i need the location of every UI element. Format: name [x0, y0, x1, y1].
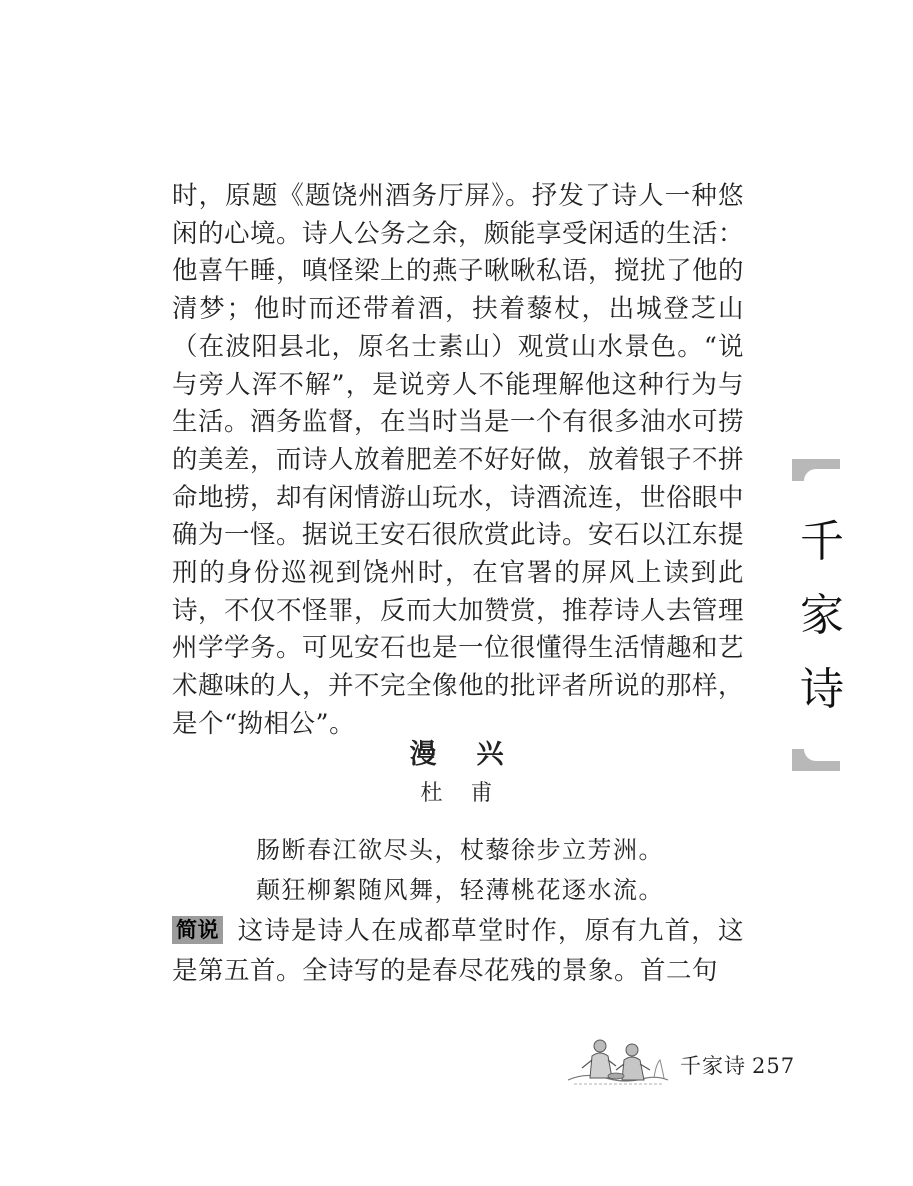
footer-book-title: 千家诗	[680, 1054, 746, 1078]
page-number: 257	[752, 1054, 796, 1078]
side-tab-bottom-bracket	[792, 749, 840, 771]
poem-author: 杜甫	[420, 781, 521, 806]
page-footer	[566, 1034, 806, 1088]
side-tab-char: 千	[800, 516, 844, 567]
side-tab-char: 家	[800, 590, 844, 641]
figures-illustration-icon	[566, 1034, 670, 1088]
poem-lines	[256, 830, 664, 910]
side-tab-top-bracket	[792, 459, 840, 481]
side-tab-char: 诗	[800, 664, 844, 715]
commentary-paragraph: 时，原题《题饶州酒务厅屏》。抒发了诗人一种悠闲的心境。诗人公务之余，颇能享受闲适的生活：他喜午睡，嗔怪梁上的燕子啾啾私语，搅扰了他的清梦；他时而还带着酒，扶着藜杖，出城登芝山（在波阳县北，原名士素山）观赏山水景色。“说与旁人浑不解”，是说旁人不能理解他这种行为与生活。酒务监督，在当时当是一个有很多油水可捞的美差，而诗人放着肥差不好好做，放着银子不拼命地捞，却有闲情游山玩水，诗酒流连，世俗眼中确为一怪。据说王安石很欣赏此诗。安石以江东提刑的身份巡视到饶州时，在官署的屏风上读到此诗，不仅不怪罪，反而大加赞赏，推荐诗人去管理州学学务。可见安石也是一位很懂得生活情趣和艺术趣味的人，并不完全像他的批评者所说的那样，是个“拗相公”。	[172, 181, 745, 739]
poem-title: 漫兴	[409, 739, 544, 770]
section-tag: 简说	[172, 916, 223, 944]
side-tab-title	[800, 505, 852, 727]
poem-line: 颠狂柳絮随风舞，轻薄桃花逐水流。	[256, 876, 664, 904]
side-tab	[792, 459, 852, 771]
intro-text: 这诗是诗人在成都草堂时作，原有九首，这是第五首。全诗写的是春尽花残的景象。首二句	[172, 916, 744, 986]
intro-paragraph	[172, 911, 744, 991]
footer-label	[680, 1050, 795, 1080]
poem-line: 肠断春江欲尽头，杖藜徐步立芳洲。	[256, 836, 664, 864]
